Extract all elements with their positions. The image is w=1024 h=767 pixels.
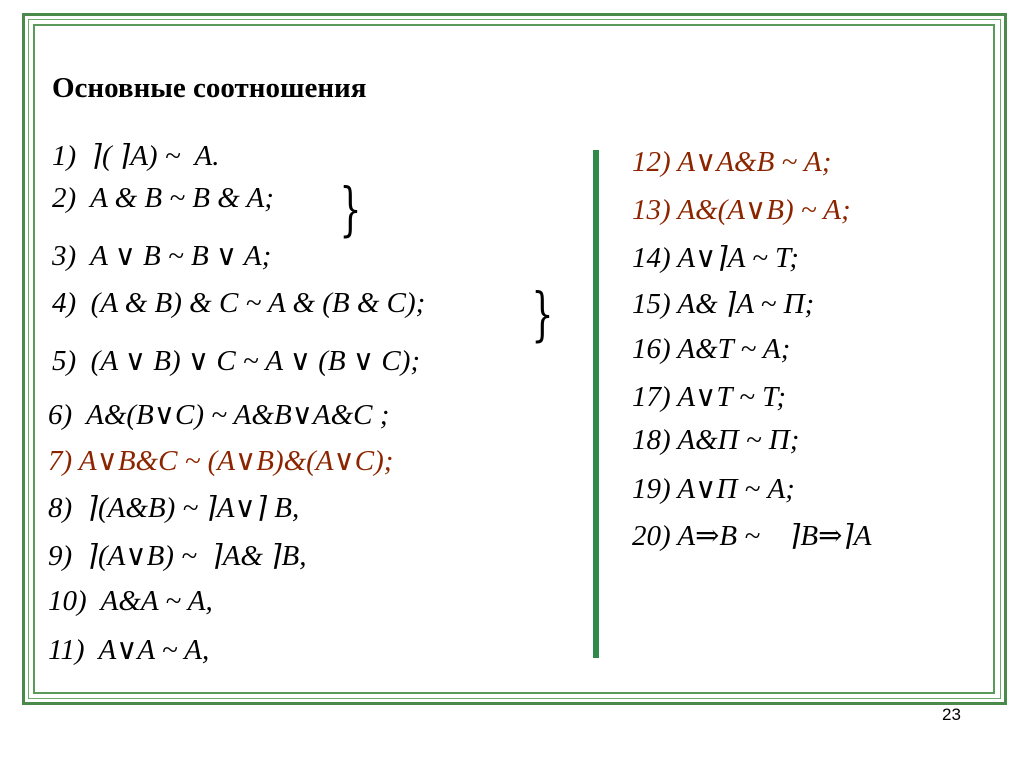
formula-11: 11) A∨A ~ A, bbox=[48, 634, 210, 666]
formula-7: 7) A∨B&C ~ (A∨B)&(A∨C); bbox=[48, 445, 394, 477]
formula-20: 20) A⇒B ~ ⌉B⇒⌉A bbox=[632, 520, 872, 552]
formula-15: 15) A& ⌉A ~ П; bbox=[632, 288, 815, 320]
page-number: 23 bbox=[942, 705, 961, 724]
formula-3: 3) A ∨ B ~ B ∨ A; bbox=[52, 240, 272, 272]
formula-16: 16) A&T ~ A; bbox=[632, 333, 791, 365]
formula-8: 8) ⌉(A&B) ~ ⌉A∨⌉ B, bbox=[48, 492, 300, 524]
formula-2: 2) A & B ~ B & A; bbox=[52, 182, 274, 214]
formula-10: 10) A&A ~ A, bbox=[48, 585, 213, 617]
formula-4: 4) (A & B) & C ~ A & (B & C); bbox=[52, 287, 426, 319]
formula-1: 1) ⌉( ⌉A) ~ A. bbox=[52, 140, 220, 172]
formula-6: 6) A&(B∨C) ~ A&B∨A&C ; bbox=[48, 399, 390, 431]
brace-associative: } bbox=[531, 280, 554, 348]
formula-18: 18) A&П ~ П; bbox=[632, 424, 800, 456]
formula-13: 13) A&(A∨B) ~ A; bbox=[632, 194, 851, 226]
slide-title: Основные соотношения bbox=[52, 72, 367, 104]
formula-12: 12) A∨A&B ~ A; bbox=[632, 146, 832, 178]
brace-commutative: } bbox=[339, 175, 362, 243]
formula-9: 9) ⌉(A∨B) ~ ⌉A& ⌉B, bbox=[48, 540, 307, 572]
formula-14: 14) A∨⌉A ~ T; bbox=[632, 242, 799, 274]
column-divider bbox=[593, 150, 599, 658]
formula-5: 5) (A ∨ B) ∨ C ~ A ∨ (B ∨ C); bbox=[52, 345, 421, 377]
formula-19: 19) A∨П ~ A; bbox=[632, 473, 795, 505]
formula-17: 17) A∨T ~ T; bbox=[632, 381, 787, 413]
